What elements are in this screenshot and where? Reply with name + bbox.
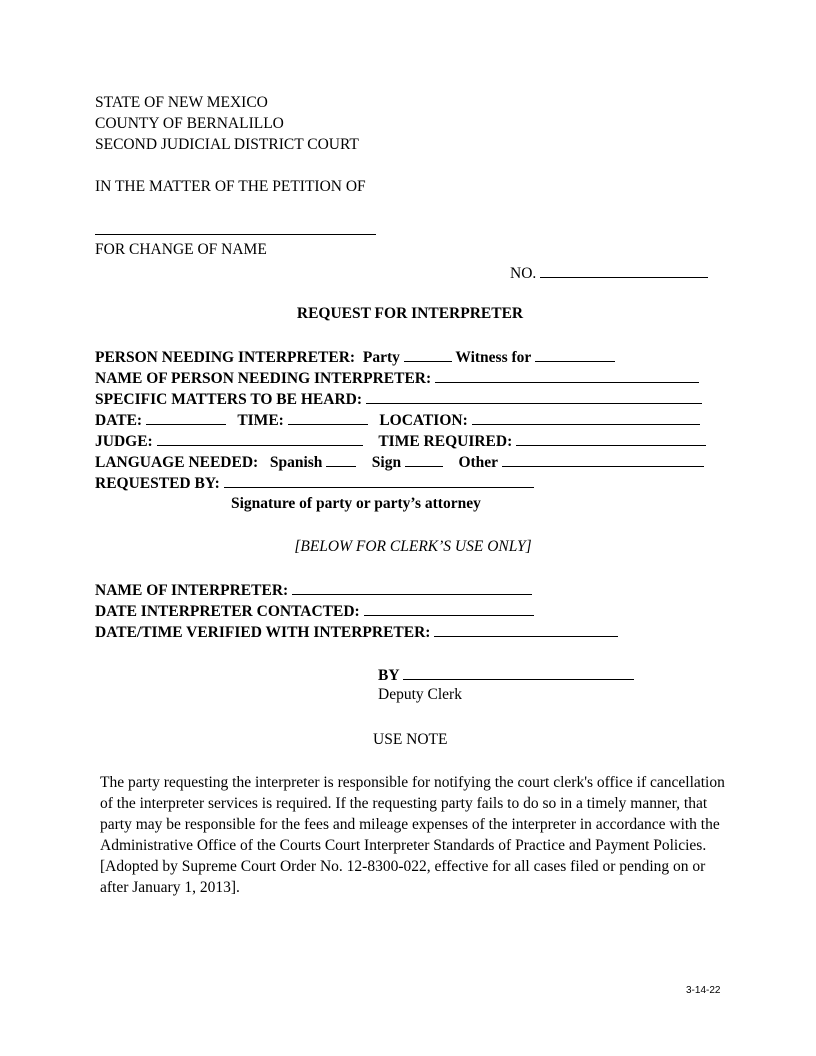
use-note-body bbox=[100, 772, 730, 898]
interpreter-name-row bbox=[95, 580, 532, 600]
judge-field[interactable] bbox=[157, 431, 363, 446]
other-label: Other bbox=[458, 454, 498, 471]
date-contacted-row bbox=[95, 601, 534, 621]
language-label: LANGUAGE NEEDED: bbox=[95, 454, 259, 471]
name-label: NAME OF PERSON NEEDING INTERPRETER: bbox=[95, 370, 432, 387]
case-number-line bbox=[510, 263, 708, 283]
clerk-use-heading: [BELOW FOR CLERK’S USE ONLY] bbox=[294, 538, 532, 555]
matter-caption: IN THE MATTER OF THE PETITION OF bbox=[95, 178, 366, 195]
verified-label: DATE/TIME VERIFIED WITH INTERPRETER: bbox=[95, 624, 431, 641]
signature-caption: Signature of party or party’s attorney bbox=[231, 495, 481, 512]
use-note-heading: USE NOTE bbox=[373, 731, 448, 748]
witness-for-label: Witness for bbox=[455, 349, 531, 366]
location-field[interactable] bbox=[472, 410, 700, 425]
party-label: Party bbox=[362, 349, 400, 366]
adopted-note: [Adopted by Supreme Court Order No. 12-8300-022, effective for all cases filed or pending on or after January 1, 2013]. bbox=[100, 858, 706, 896]
person-needing-label: PERSON NEEDING INTERPRETER: bbox=[95, 349, 356, 366]
location-label: LOCATION: bbox=[379, 412, 468, 429]
spanish-label: Spanish bbox=[269, 454, 323, 471]
petitioner-name-field[interactable] bbox=[95, 220, 376, 240]
language-row bbox=[95, 452, 704, 472]
date-time-location-row bbox=[95, 410, 700, 430]
interpreter-name-field[interactable] bbox=[292, 580, 532, 595]
court-heading: SECOND JUDICIAL DISTRICT COURT bbox=[95, 136, 359, 153]
name-field[interactable] bbox=[435, 368, 699, 383]
time-required-label: TIME REQUIRED: bbox=[378, 433, 513, 450]
deputy-clerk-signature-field[interactable] bbox=[403, 665, 634, 680]
time-required-field[interactable] bbox=[516, 431, 706, 446]
form-revision-code: 3-14-22 bbox=[686, 985, 721, 996]
sign-field[interactable] bbox=[405, 452, 443, 467]
verified-field[interactable] bbox=[434, 622, 618, 637]
matters-label: SPECIFIC MATTERS TO BE HEARD: bbox=[95, 391, 362, 408]
sign-label: Sign bbox=[371, 454, 402, 471]
case-number-label: NO. bbox=[510, 265, 537, 282]
matters-row bbox=[95, 389, 702, 409]
verified-row bbox=[95, 622, 618, 642]
matters-field[interactable] bbox=[366, 389, 702, 404]
form-title: REQUEST FOR INTERPRETER bbox=[296, 305, 524, 322]
requested-by-row bbox=[95, 473, 534, 493]
person-needing-row bbox=[95, 347, 615, 367]
date-contacted-label: DATE INTERPRETER CONTACTED: bbox=[95, 603, 360, 620]
time-label: TIME: bbox=[237, 412, 284, 429]
interpreter-name-label: NAME OF INTERPRETER: bbox=[95, 582, 289, 599]
time-field[interactable] bbox=[288, 410, 368, 425]
by-row bbox=[378, 665, 634, 685]
judge-row bbox=[95, 431, 706, 451]
name-row bbox=[95, 368, 699, 388]
requested-by-label: REQUESTED BY: bbox=[95, 475, 220, 492]
party-field[interactable] bbox=[404, 347, 452, 362]
requested-by-field[interactable] bbox=[224, 473, 534, 488]
judge-label: JUDGE: bbox=[95, 433, 153, 450]
change-of-name-caption: FOR CHANGE OF NAME bbox=[95, 241, 267, 258]
by-label: BY bbox=[378, 667, 399, 684]
deputy-clerk-caption: Deputy Clerk bbox=[378, 686, 462, 703]
use-note-paragraph: The party requesting the interpreter is responsible for notifying the court clerk's office if cancellation of the interpreter services is required. If the requesting party fails to do so in a timely manner, that party may be responsible for the fees and mileage expenses of the interpreter in accordance with the Administrative Office of the Courts Court Interpreter Standards of Practice and Payment Policies. bbox=[100, 774, 725, 854]
state-heading: STATE OF NEW MEXICO bbox=[95, 94, 268, 111]
spanish-field[interactable] bbox=[326, 452, 356, 467]
witness-for-field[interactable] bbox=[535, 347, 615, 362]
county-heading: COUNTY OF BERNALILLO bbox=[95, 115, 284, 132]
date-label: DATE: bbox=[95, 412, 143, 429]
case-number-field[interactable] bbox=[540, 263, 708, 278]
other-field[interactable] bbox=[502, 452, 704, 467]
date-field[interactable] bbox=[146, 410, 226, 425]
date-contacted-field[interactable] bbox=[364, 601, 534, 616]
